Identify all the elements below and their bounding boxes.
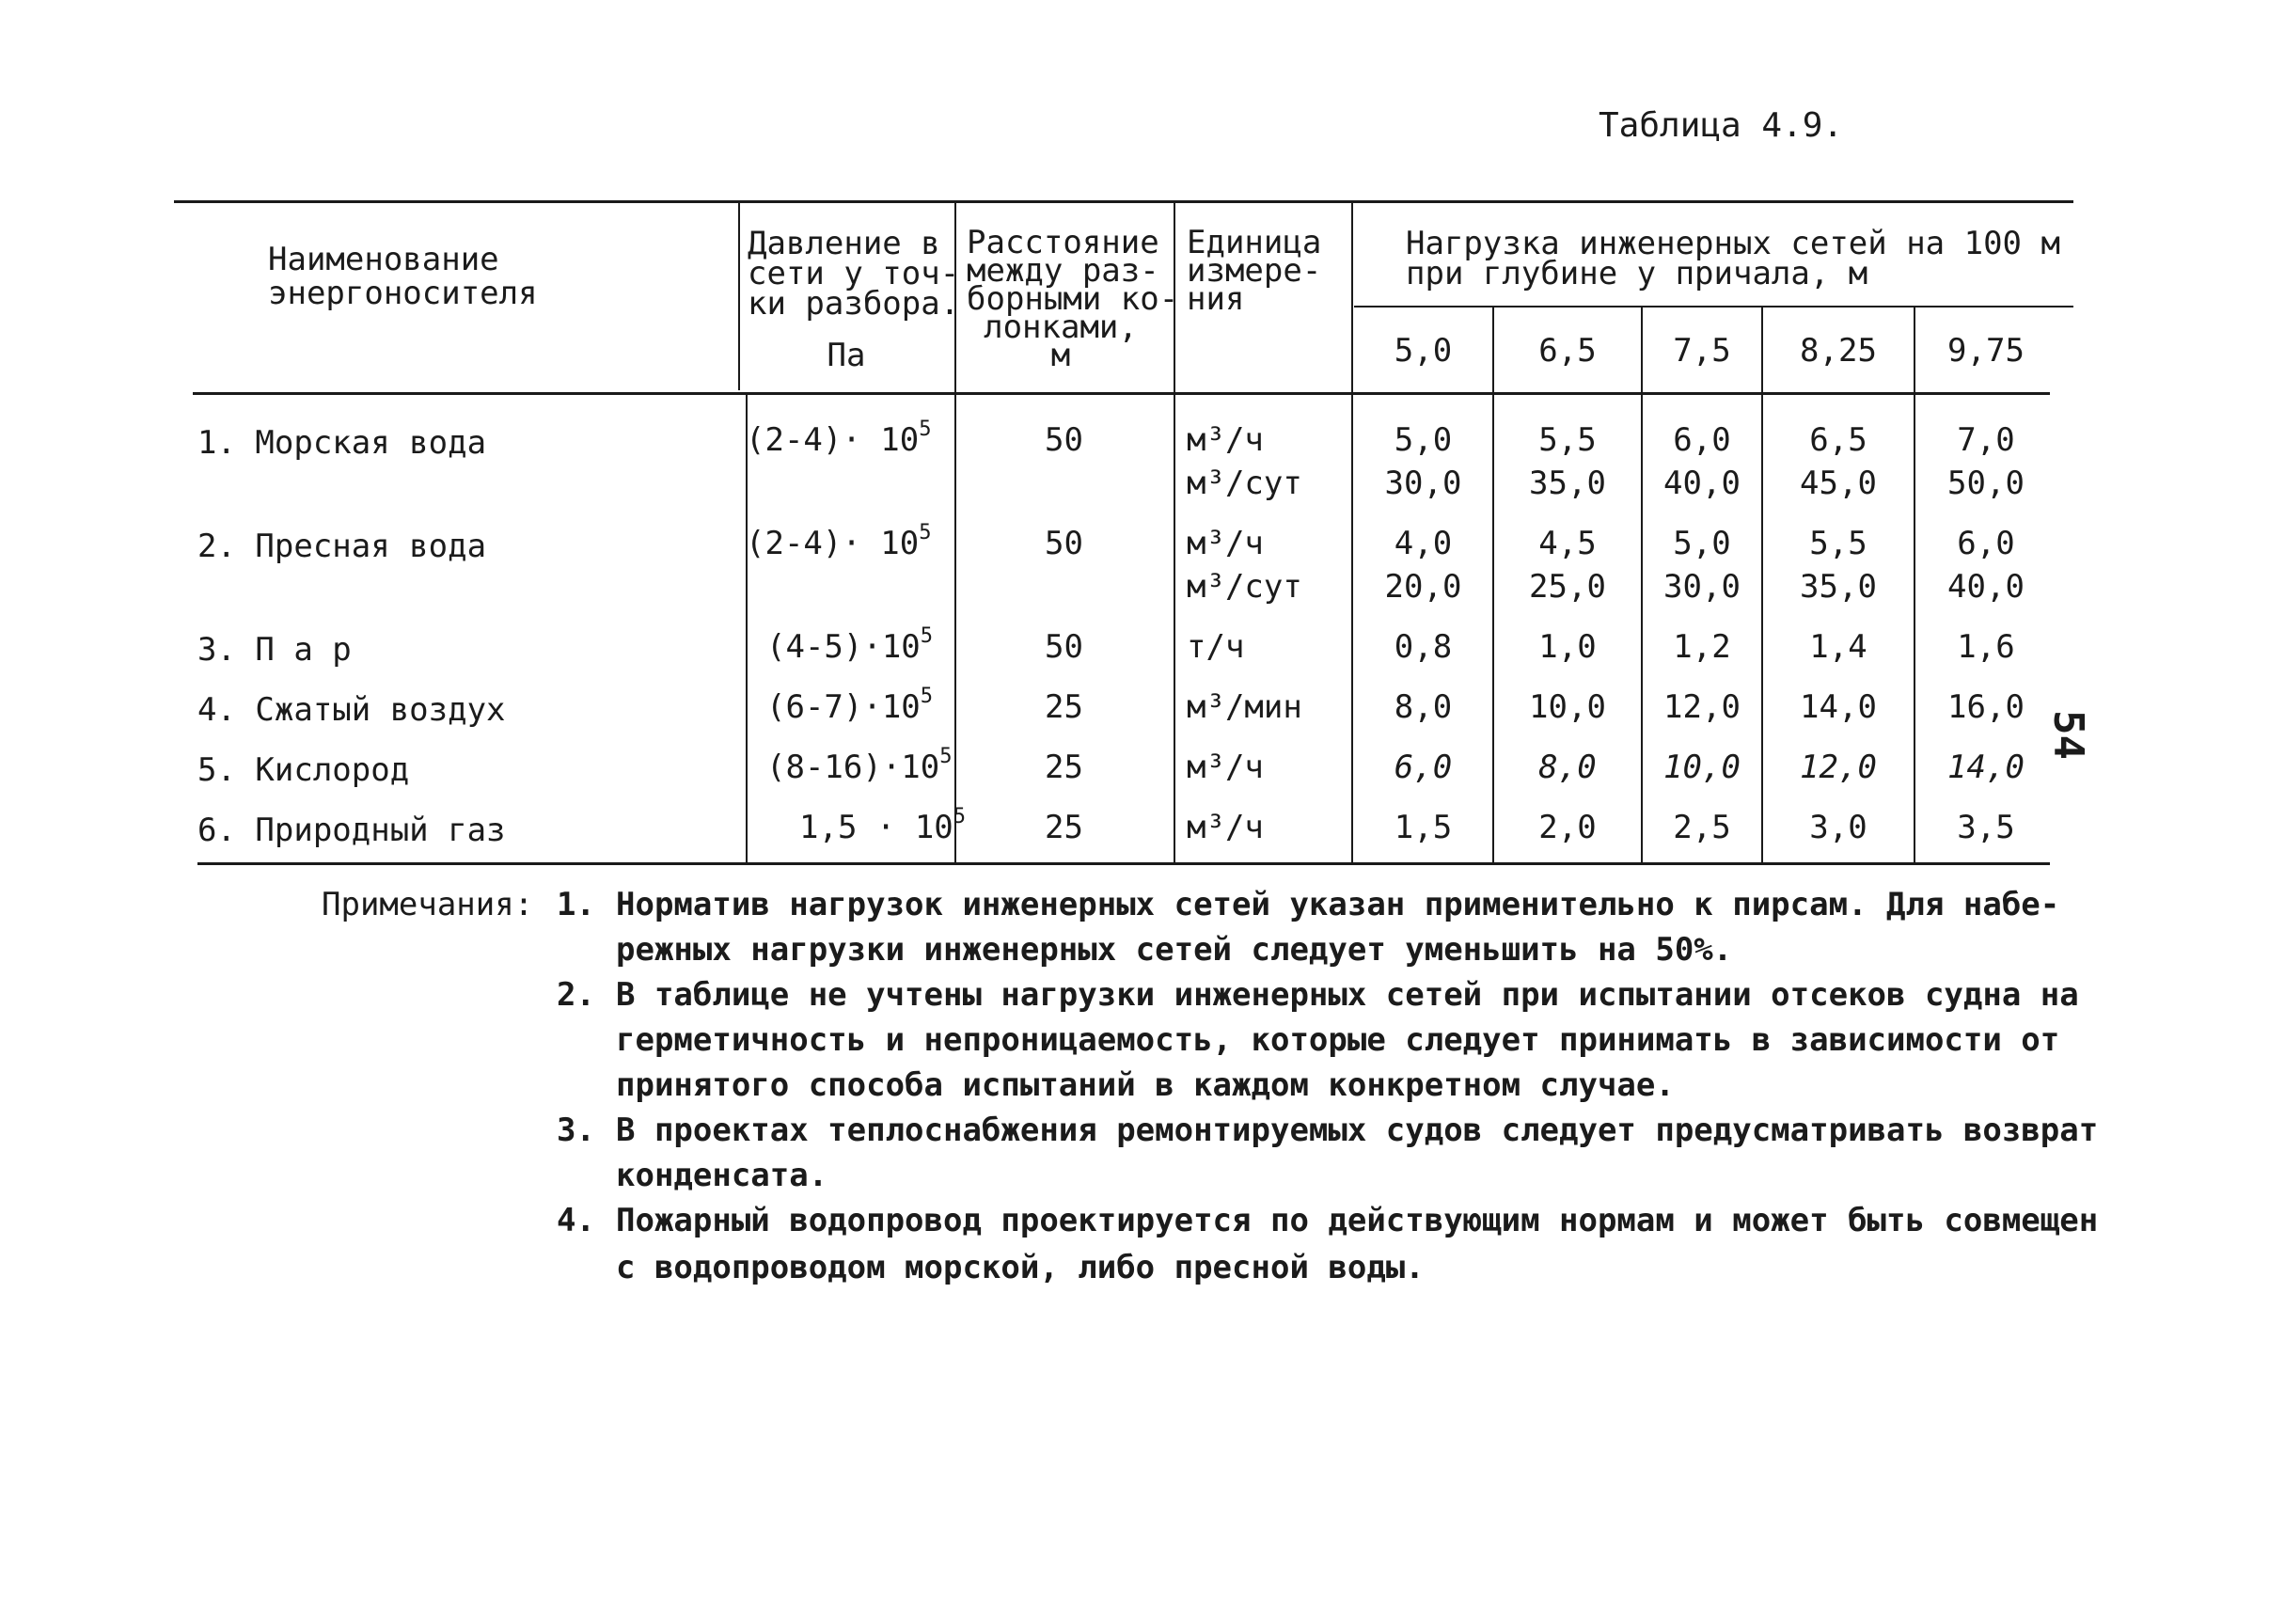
row-1-distance: 50: [1045, 421, 1083, 459]
row-2-val: 4,0: [1394, 525, 1453, 562]
row-6-name: 6. Природный газ: [197, 812, 506, 849]
row-2-unit-b: м³/сут: [1187, 568, 1302, 606]
row-1-val: 6,0: [1673, 421, 1731, 459]
row-2-val: 5,5: [1809, 525, 1867, 562]
depth-col-1: 5,0: [1394, 332, 1453, 370]
table-top-rule: [174, 200, 2073, 203]
row-1-val: 5,5: [1538, 421, 1597, 459]
note-2-line: В таблице не учтены нагрузки инженерных сетей при испытании отсеков судна на: [616, 976, 2079, 1014]
row-1-val: 7,0: [1957, 421, 2015, 459]
row-4-val: 14,0: [1800, 688, 1877, 726]
header-pressure-unit: Па: [827, 337, 866, 374]
table-title: Таблица 4.9.: [1599, 106, 1844, 145]
header-load: Нагрузка инженерных сетей на 100 м при глубине у причала, м: [1406, 225, 2060, 292]
depth-col-3: 7,5: [1673, 332, 1731, 370]
row-2-distance: 50: [1045, 525, 1083, 562]
row-6-val: 1,5: [1394, 809, 1453, 846]
row-2-val: 20,0: [1384, 568, 1462, 606]
row-1-val: 5,0: [1394, 421, 1453, 459]
depth-col-2: 6,5: [1538, 332, 1597, 370]
row-3-val: 0,8: [1394, 628, 1453, 666]
row-5-distance: 25: [1045, 749, 1083, 786]
row-4-unit: м³/мин: [1187, 688, 1302, 726]
header-name: Наименование энергоносителя: [268, 241, 538, 312]
note-3-number: 3.: [557, 1112, 595, 1149]
col-sep-4: [1351, 202, 1353, 862]
note-1-number: 1.: [557, 886, 595, 923]
row-3-unit: т/ч: [1187, 628, 1245, 666]
row-3-val: 1,2: [1673, 628, 1731, 666]
row-5-val: 6,0: [1394, 749, 1453, 786]
depth-col-4: 8,25: [1800, 332, 1877, 370]
header-distance: Расстояние между раз- борными ко- лонками, м: [967, 224, 1179, 374]
row-3-val: 1,4: [1809, 628, 1867, 666]
row-2-val: 5,0: [1673, 525, 1731, 562]
row-1-val: 6,5: [1809, 421, 1867, 459]
row-2-val: 4,5: [1538, 525, 1597, 562]
row-6-val: 2,5: [1673, 809, 1731, 846]
depth-subheader-rule: [1354, 306, 2073, 307]
row-1-val: 40,0: [1663, 465, 1741, 502]
row-5-unit: м³/ч: [1187, 749, 1264, 786]
row-1-pressure: $(2-4)\cdot 10^5$: [746, 417, 932, 459]
row-2-unit-a: м³/ч: [1187, 525, 1264, 562]
row-1-unit-b: м³/сут: [1187, 465, 1302, 502]
row-6-val: 3,0: [1809, 809, 1867, 846]
row-4-val: 8,0: [1394, 688, 1453, 726]
note-2-line: герметичность и непроницаемость, которые следует принимать в зависимости от: [616, 1021, 2060, 1059]
col-sep-1b: [746, 394, 748, 862]
note-4-line: с водопроводом морской, либо пресной воды.: [616, 1249, 1425, 1286]
row-1-unit-a: м³/ч: [1187, 421, 1264, 459]
row-4-val: 10,0: [1529, 688, 1606, 726]
row-1-val: 45,0: [1800, 465, 1877, 502]
table-bottom-rule: [197, 862, 2050, 865]
row-5-val: 8,0: [1538, 749, 1597, 786]
depth-col-5: 9,75: [1947, 332, 2025, 370]
row-4-val: 16,0: [1947, 688, 2025, 726]
row-2-val: 30,0: [1663, 568, 1741, 606]
row-5-name: 5. Кислород: [197, 751, 410, 789]
col-sep-1: [738, 202, 740, 390]
row-3-name: 3. П а р: [197, 631, 352, 669]
note-1-line: Норматив нагрузок инженерных сетей указан применительно к пирсам. Для набе-: [616, 886, 2060, 923]
row-4-val: 12,0: [1663, 688, 1741, 726]
note-1-line: режных нагрузки инженерных сетей следует уменьшить на 50%.: [616, 931, 1733, 969]
row-5-pressure: $(8-16)\cdot 10^5$: [766, 744, 953, 786]
note-3-line: В проектах теплоснабжения ремонтируемых судов следует предусматривать возврат: [616, 1112, 2099, 1149]
row-4-distance: 25: [1045, 688, 1083, 726]
row-2-val: 40,0: [1947, 568, 2025, 606]
row-4-pressure: $(6-7)\cdot 10^5$: [766, 684, 934, 726]
row-3-pressure: $(4-5)\cdot 10^5$: [766, 623, 934, 666]
row-6-val: 3,5: [1957, 809, 2015, 846]
row-5-val: 12,0: [1800, 749, 1877, 786]
note-4-line: Пожарный водопровод проектируется по действующим нормам и может быть совмещен: [616, 1202, 2099, 1239]
row-2-name: 2. Пресная вода: [197, 528, 487, 565]
note-2-number: 2.: [557, 976, 595, 1014]
row-6-pressure: $1,5 \cdot 10^5$: [799, 804, 967, 846]
row-2-val: 35,0: [1800, 568, 1877, 606]
page-number: 54: [2044, 710, 2092, 760]
header-bottom-rule: [193, 392, 2050, 395]
row-4-name: 4. Сжатый воздух: [197, 691, 506, 729]
row-1-val: 30,0: [1384, 465, 1462, 502]
row-6-unit: м³/ч: [1187, 809, 1264, 846]
note-2-line: принятого способа испытаний в каждом конкретном случае.: [616, 1066, 1675, 1104]
row-5-val: 14,0: [1947, 749, 2025, 786]
row-2-val: 25,0: [1529, 568, 1606, 606]
row-1-val: 35,0: [1529, 465, 1606, 502]
row-6-distance: 25: [1045, 809, 1083, 846]
note-3-line: конденсата.: [616, 1157, 828, 1194]
row-3-val: 1,6: [1957, 628, 2015, 666]
row-3-val: 1,0: [1538, 628, 1597, 666]
row-2-pressure: $(2-4)\cdot 10^5$: [746, 520, 932, 562]
note-4-number: 4.: [557, 1202, 595, 1239]
header-pressure: Давление в сети у точ- ки разбора.: [748, 225, 960, 323]
row-2-val: 6,0: [1957, 525, 2015, 562]
row-1-val: 50,0: [1947, 465, 2025, 502]
row-6-val: 2,0: [1538, 809, 1597, 846]
row-3-distance: 50: [1045, 628, 1083, 666]
notes-label: Примечания:: [322, 886, 534, 923]
header-unit: Единица измере- ния: [1187, 224, 1322, 318]
row-1-name: 1. Морская вода: [197, 424, 487, 462]
row-5-val: 10,0: [1663, 749, 1741, 786]
